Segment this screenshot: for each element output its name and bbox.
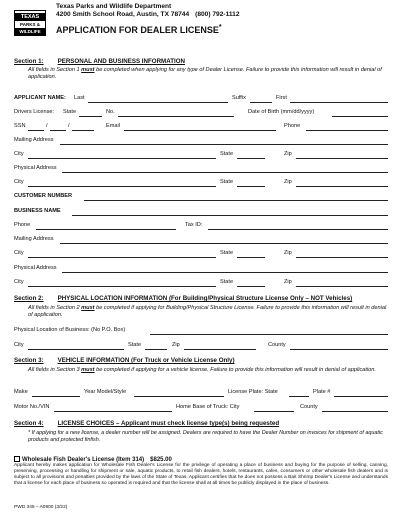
suffix-field[interactable] <box>250 102 272 103</box>
ssn-part-3-field[interactable] <box>72 130 94 131</box>
last-name-label: Last <box>74 95 85 101</box>
customer-number-row <box>14 193 388 202</box>
location-state-label: State <box>128 342 142 348</box>
business-mailing-address-row <box>14 236 388 245</box>
motor-vin-label: Motor No./VIN <box>14 404 50 410</box>
location-city-field[interactable] <box>28 349 124 350</box>
business-phone-taxid-row <box>14 222 388 231</box>
business-physical-zip-label: Zip <box>284 279 292 285</box>
plate-state-field[interactable] <box>289 396 309 397</box>
business-physical-city-field[interactable] <box>28 286 216 287</box>
department-address-line <box>56 11 246 18</box>
mailing-zip-label: Zip <box>284 151 292 157</box>
business-physical-address-row <box>14 265 388 274</box>
mailing-address-label: Mailing Address <box>14 137 54 143</box>
applicant-name-label: APPLICANT NAME: <box>14 95 66 101</box>
business-name-field[interactable] <box>72 215 388 216</box>
location-zip-field[interactable] <box>184 349 256 350</box>
physical-city-label: City <box>14 179 24 185</box>
physical-address-row <box>14 165 388 174</box>
business-physical-state-label: State <box>220 279 234 285</box>
section-4-heading: Section 4: LICENSE CHOICES – Applicant must check license type(s) being requested <box>14 420 280 427</box>
business-physical-state-field[interactable] <box>237 286 265 287</box>
location-city-label: City <box>14 342 24 348</box>
logo-line-2: PARKS & <box>15 21 45 28</box>
physical-location-label: Physical Location of Business: (No P.O. Box) <box>14 327 126 333</box>
business-mailing-city-field[interactable] <box>28 257 216 258</box>
dl-state-field[interactable] <box>79 116 102 117</box>
ssn-part-1-field[interactable] <box>28 130 44 131</box>
business-mailing-state-label: State <box>220 250 234 256</box>
first-name-field[interactable] <box>290 102 388 103</box>
logo-line-1: TEXAS <box>15 13 45 21</box>
business-phone-field[interactable] <box>36 229 176 230</box>
business-mailing-address-field[interactable] <box>60 243 388 244</box>
wholesale-fish-label: Wholesale Fish Dealer's License (Item 314) <box>22 457 145 463</box>
dl-state-label: State <box>63 109 77 115</box>
title-asterisk: * <box>218 24 222 31</box>
department-phone: (800) 792-1112 <box>195 11 240 18</box>
vehicle-make-row <box>14 389 388 398</box>
location-county-field[interactable] <box>290 349 388 350</box>
business-name-label: BUSINESS NAME <box>14 208 61 214</box>
physical-location-field[interactable] <box>150 334 388 335</box>
ssn-slash-2: / <box>68 123 70 129</box>
physical-location-row <box>14 327 388 336</box>
physical-state-label: State <box>220 179 234 185</box>
business-physical-city-label: City <box>14 279 24 285</box>
physical-zip-label: Zip <box>284 179 292 185</box>
dob-field[interactable] <box>332 116 388 117</box>
plate-state-label: License Plate: State <box>228 389 278 395</box>
business-physical-address-field[interactable] <box>62 272 388 273</box>
year-model-field[interactable] <box>134 396 224 397</box>
form-title: APPLICATION FOR DEALER LICENSE* <box>56 24 222 35</box>
section-3-heading: Section 3: VEHICLE INFORMATION (For Truck or Vehicle License Only) <box>14 357 235 364</box>
ssn-part-2-field[interactable] <box>50 130 66 131</box>
plate-number-field[interactable] <box>334 396 388 397</box>
section-2-note: All fields in Section 2 must be completed if applying for Building/Physical Structure License. Failure to provide this information will result in denial of application. <box>28 305 387 318</box>
mailing-city-label: City <box>14 151 24 157</box>
last-name-field[interactable] <box>88 102 228 103</box>
drivers-license-row <box>14 109 388 118</box>
first-name-label: First <box>276 95 287 101</box>
business-mailing-address-label: Mailing Address <box>14 236 54 242</box>
tax-id-field[interactable] <box>208 229 388 230</box>
tpwd-logo <box>14 10 46 36</box>
dl-number-field[interactable] <box>118 116 234 117</box>
make-field[interactable] <box>32 396 80 397</box>
section-3-note: All fields in Section 3 must be completed if applying for a vehicle license. Failure to provide this information will result in denial of application. <box>28 367 376 373</box>
mailing-zip-field[interactable] <box>296 158 388 159</box>
logo-line-3: WILDLIFE <box>15 28 45 35</box>
drivers-license-label: Drivers License: <box>14 109 55 115</box>
department-name: Texas Parks and Wildlife Department <box>56 3 172 10</box>
plate-number-label: Plate # <box>313 389 331 395</box>
business-physical-city-row <box>14 279 388 288</box>
year-model-label: Year Model/Style <box>84 389 127 395</box>
business-mailing-zip-field[interactable] <box>296 257 388 258</box>
section-1-note: All fields in Section 1 must be completed when applying for any type of Dealer License. Failure to provide this information will result in denial of application. <box>28 67 382 80</box>
dob-label: Date of Birth (mm/dd/yyyy) <box>248 109 315 115</box>
ssn-email-phone-row <box>14 123 388 132</box>
tax-id-label: Tax ID: <box>185 222 203 228</box>
vehicle-vin-row <box>14 404 388 413</box>
physical-state-field[interactable] <box>237 186 265 187</box>
section-4-footnote: * If applying for a new license, a dealer number will be assigned. Dealers are required to have the Dealer Number on invoices for shipment of aquatic products and protected finfish. <box>28 430 383 443</box>
wholesale-fish-terms: Applicant hereby makes application for Wholesale Fish Dealer's License for the privilege of operating a place of business and buying for the purpose of selling, canning, preserving, processing or handling for shipment or sale, aquatic products, to retail fish dealers, hotels, restaurants, cafes, consumers or other wholesale fish dealers and is subject to all provisions and penalties provided by the laws of the State of Texas. Applicant certifies that he does not possess a Bait Shrimp Dealer's License and understands that a license for each place of business so operated is required and that the license shall at all times be publicly displayed in the place of business. <box>14 463 388 487</box>
physical-city-row <box>14 179 388 188</box>
business-mailing-state-field[interactable] <box>237 257 265 258</box>
physical-address-field[interactable] <box>62 172 388 173</box>
phone-label: Phone <box>284 123 301 129</box>
mailing-city-field[interactable] <box>28 158 216 159</box>
location-state-field[interactable] <box>145 349 167 350</box>
business-mailing-zip-label: Zip <box>284 250 292 256</box>
business-physical-zip-field[interactable] <box>296 286 388 287</box>
make-label: Make <box>14 389 28 395</box>
location-county-label: County <box>268 342 286 348</box>
location-zip-label: Zip <box>172 342 180 348</box>
physical-zip-field[interactable] <box>296 186 388 187</box>
business-name-row <box>14 208 388 217</box>
physical-city-field[interactable] <box>28 186 216 187</box>
applicant-name-row <box>14 95 388 104</box>
mailing-city-row <box>14 151 388 160</box>
section-2-heading: Section 2: PHYSICAL LOCATION INFORMATION (For Building/Physical Structure License Only – NOT Vehicles) <box>14 295 353 302</box>
physical-address-label: Physical Address <box>14 165 57 171</box>
home-base-county-field[interactable] <box>322 411 388 412</box>
ssn-label: SSN <box>14 123 26 129</box>
wholesale-fish-price: $825.00 <box>150 457 172 463</box>
mailing-address-field[interactable] <box>60 144 388 145</box>
home-base-label: Home Base of Truck: City <box>176 404 240 410</box>
business-physical-address-label: Physical Address <box>14 265 57 271</box>
mailing-address-row <box>14 137 388 146</box>
dl-number-label: No. <box>106 109 115 115</box>
motor-vin-field[interactable] <box>54 411 172 412</box>
ssn-slash-1: / <box>46 123 48 129</box>
suffix-label: Suffix <box>232 95 246 101</box>
wholesale-fish-option[interactable] <box>14 456 172 463</box>
mailing-state-label: State <box>220 151 234 157</box>
form-number: PWD 345 – A0900 (3/22) <box>14 505 68 510</box>
customer-number-field[interactable] <box>84 200 388 201</box>
department-address: 4200 Smith School Road, Austin, TX 78744 <box>56 11 190 18</box>
phone-field[interactable] <box>306 130 388 131</box>
mailing-state-field[interactable] <box>237 158 265 159</box>
email-field[interactable] <box>124 130 276 131</box>
home-base-county-label: County <box>300 404 318 410</box>
wholesale-fish-checkbox[interactable] <box>14 456 20 462</box>
business-mailing-city-row <box>14 250 388 259</box>
home-base-city-field[interactable] <box>254 411 294 412</box>
section-1-heading: Section 1: PERSONAL AND BUSINESS INFORMATION <box>14 58 186 65</box>
customer-number-label: CUSTOMER NUMBER <box>14 193 73 199</box>
email-label: Email <box>106 123 120 129</box>
location-city-row <box>14 342 388 351</box>
business-phone-label: Phone <box>14 222 31 228</box>
business-mailing-city-label: City <box>14 250 24 256</box>
